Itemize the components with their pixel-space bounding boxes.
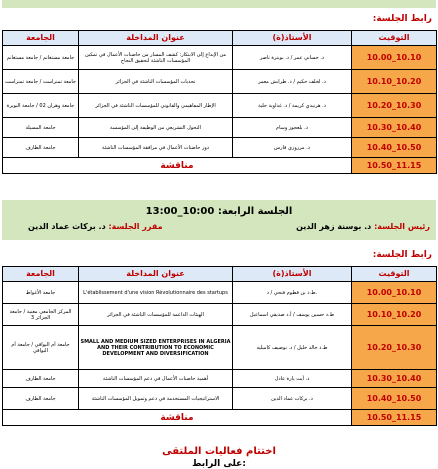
cell-time: 10.00_10.10	[352, 282, 437, 304]
cell-time: 10.10_10.20	[352, 304, 437, 326]
discussion-row	[3, 410, 437, 426]
cell-time: 10.10_10.20	[352, 70, 437, 94]
cell-title: أهمية حاضنات الأعمال في دعم المؤسسات الناشئة	[79, 370, 233, 388]
cell-professor: د. هرنيدي كريمة / د. غداوية جلية	[233, 94, 352, 118]
header-professor: الأستاذ(ة)	[233, 31, 352, 46]
session2-table	[2, 266, 437, 426]
cell-title: التحول التشريعي من الوظيفة إلى المؤسسة	[79, 118, 233, 138]
session2-header-row	[3, 267, 437, 282]
cell-professor: د. أيت يارة عادل	[233, 370, 352, 388]
session1-header-row	[3, 31, 437, 46]
cell-title: الاستراتيجيات المستخدمة في دعم وتمويل المؤسسات الناشئة	[79, 388, 233, 410]
session1-table	[2, 30, 437, 174]
cell-title: الهيئات الداعمة للمؤسسات الناشئة في الجزائر	[79, 304, 233, 326]
cell-university: جامعة أم البواقي / جامعة أم البواقي	[3, 326, 79, 370]
session2-title: الجلسة الرابعة: 10:00_13:00	[145, 206, 293, 217]
header-title: عنوان المداخلة	[79, 31, 233, 46]
cell-time: 10.30_10.40	[352, 370, 437, 388]
cell-university: المركز الجامعي مغنية / جامعة الجزائر 3	[3, 304, 79, 326]
cell-professor: د. حساني عمر / د. بوبترة ناصر	[233, 46, 352, 70]
header-university: الجامعة	[3, 31, 79, 46]
cell-time: 10.20_10.30	[352, 94, 437, 118]
table-row	[3, 388, 437, 410]
header-professor: الأستاذ(ة)	[233, 267, 352, 282]
session-header-strip	[2, 0, 436, 8]
header-university: الجامعة	[3, 267, 79, 282]
discussion-row	[3, 158, 437, 174]
session2-header	[2, 200, 436, 240]
table-row	[3, 304, 437, 326]
cell-university: جامعة المسيلة	[3, 118, 79, 138]
cell-time: 10.50_11.15	[352, 158, 437, 174]
table-row	[3, 118, 437, 138]
cell-title: L'établissement d'une vision Révolutionnaire des startups	[79, 282, 233, 304]
cell-time: 10.20_10.30	[352, 326, 437, 370]
closing-title: اختتام فعاليات الملتقى	[162, 446, 276, 457]
cell-title: من الإبداع إلى الابتكار: كشف المسار من حاضنات الأعمال في تمكين المؤسسات الناشئة لتحقيق النجاح	[79, 46, 233, 70]
cell-title: تحديات المؤسسات الناشئة في الجزائر	[79, 70, 233, 94]
table-row	[3, 46, 437, 70]
discussion-label: مناقشة	[3, 410, 352, 426]
closing-link-label: على الرابط:	[192, 459, 246, 469]
session1-link-label: رابط الجلسة:	[372, 14, 432, 24]
discussion-label: مناقشة	[3, 158, 352, 174]
header-time: التوقيت	[352, 31, 437, 46]
cell-university: جامعة الطارف	[3, 388, 79, 410]
table-row	[3, 94, 437, 118]
cell-university: جامعة مستغانم / جامعة مستغانم	[3, 46, 79, 70]
session2-chair: رئيس الجلسة: د. بوسنة زهر الدين	[296, 222, 430, 231]
table-row	[3, 326, 437, 370]
cell-university: جامعة الطارف	[3, 370, 79, 388]
cell-university: جامعة الأغواط	[3, 282, 79, 304]
header-title: عنوان المداخلة	[79, 267, 233, 282]
cell-professor: د. بلعجوز وسام	[233, 118, 352, 138]
cell-professor: ط.د بن قطوم فتحي / د.	[233, 282, 352, 304]
cell-title: الإطار المفاهيمي والقانوني للمؤسسات الناشئة في الجزائر	[79, 94, 233, 118]
cell-professor: د. بركات عماد الدين	[233, 388, 352, 410]
table-row	[3, 370, 437, 388]
header-time: التوقيت	[352, 267, 437, 282]
session2-link-label: رابط الجلسة:	[372, 250, 432, 260]
cell-professor: د. لخلف حكيم / د. طرابش معمر	[233, 70, 352, 94]
cell-time: 10.40_10.50	[352, 388, 437, 410]
session2-reporter: مقرر الجلسة: د. بركات عماد الدين	[28, 222, 163, 231]
cell-professor: ط.د خالد خليل / د. بوصيف كاميلية	[233, 326, 352, 370]
cell-time: 10.50_11.15	[352, 410, 437, 426]
cell-title: دور حاضنات الأعمال في مرافقة المؤسسات الناشئة	[79, 138, 233, 158]
cell-professor: د. مرزوزي فارس	[233, 138, 352, 158]
cell-professor: ط.د حسين يوسف / أ.د صديقي اسماعيل	[233, 304, 352, 326]
cell-university: جامعة تمنراست / جامعة تمنراست	[3, 70, 79, 94]
cell-university: جامعة وهران 02 / جامعة البويرة	[3, 94, 79, 118]
table-row	[3, 70, 437, 94]
table-row	[3, 282, 437, 304]
cell-time: 10.00_10.10	[352, 46, 437, 70]
cell-university: جامعة الطارف	[3, 138, 79, 158]
cell-time: 10.40_10.50	[352, 138, 437, 158]
table-row	[3, 138, 437, 158]
cell-title: SMALL AND MEDIUM SIZED ENTERPRISES IN ALGERIA AND THEIR CONTRIBUTION TO ECONOMIC DEVELOPMENT AND DIVERSIFICATION	[79, 326, 233, 370]
cell-time: 10.30_10.40	[352, 118, 437, 138]
